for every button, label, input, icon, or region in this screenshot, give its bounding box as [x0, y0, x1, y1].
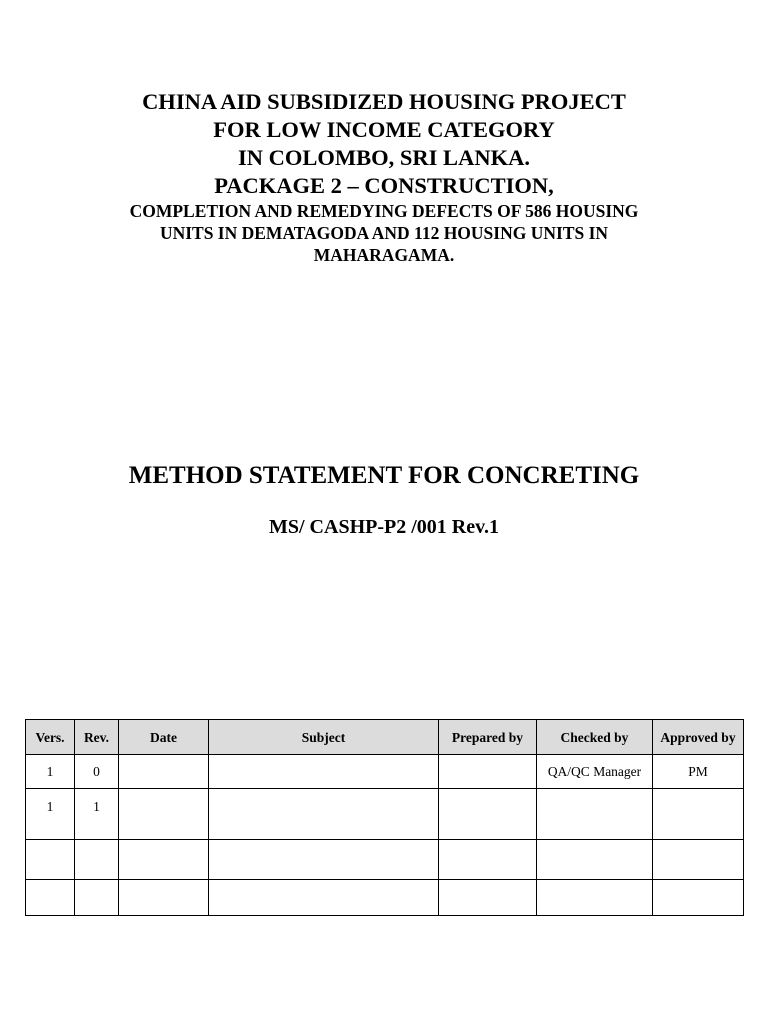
- cell-prepared-by: [439, 840, 537, 880]
- table-row: [26, 880, 744, 916]
- project-title-line: IN COLOMBO, SRI LANKA.: [238, 145, 530, 170]
- revision-table-header-row: [26, 720, 744, 755]
- revision-table: [25, 719, 744, 916]
- cell-subject: [209, 880, 439, 916]
- cell-checked-by: [537, 789, 653, 840]
- cell-version: 1: [26, 755, 75, 789]
- cell-revision: 0: [75, 755, 119, 789]
- cell-date: [119, 840, 209, 880]
- cell-revision: 1: [75, 789, 119, 840]
- cell-checked-by: QA/QC Manager: [537, 755, 653, 789]
- cell-approved-by: [653, 789, 744, 840]
- header-version: Vers.: [26, 720, 75, 755]
- table-row: [26, 840, 744, 880]
- cell-checked-by: [537, 840, 653, 880]
- cell-version: [26, 840, 75, 880]
- cell-approved-by: [653, 880, 744, 916]
- header-date: Date: [119, 720, 209, 755]
- cell-approved-by: PM: [653, 755, 744, 789]
- cell-revision: [75, 880, 119, 916]
- header-checked-by: Checked by: [537, 720, 653, 755]
- header-approved-by: Approved by: [653, 720, 744, 755]
- cell-version: [26, 880, 75, 916]
- table-row: [26, 755, 744, 789]
- cell-revision: [75, 840, 119, 880]
- package-description-line: MAHARAGAMA.: [313, 245, 455, 265]
- cell-version: 1: [26, 789, 75, 840]
- cell-date: [119, 755, 209, 789]
- project-title-line: FOR LOW INCOME CATEGORY: [213, 117, 555, 142]
- cell-prepared-by: [439, 880, 537, 916]
- cell-approved-by: [653, 840, 744, 880]
- document-reference: MS/ CASHP-P2 /001 Rev.1: [269, 516, 499, 538]
- document-title: METHOD STATEMENT FOR CONCRETING: [128, 462, 640, 489]
- package-description-line: UNITS IN DEMATAGODA AND 112 HOUSING UNITS IN: [159, 223, 609, 243]
- cell-prepared-by: [439, 789, 537, 840]
- header-subject: Subject: [209, 720, 439, 755]
- table-row: [26, 789, 744, 840]
- project-title-line: CHINA AID SUBSIDIZED HOUSING PROJECT: [142, 89, 626, 114]
- cell-date: [119, 789, 209, 840]
- cell-date: [119, 880, 209, 916]
- cell-subject: [209, 755, 439, 789]
- cell-subject: [209, 840, 439, 880]
- package-title-line: PACKAGE 2 – CONSTRUCTION,: [214, 173, 554, 198]
- project-title-block: [0, 88, 768, 266]
- header-revision: Rev.: [75, 720, 119, 755]
- cell-prepared-by: [439, 755, 537, 789]
- cell-subject: [209, 789, 439, 840]
- package-description-line: COMPLETION AND REMEDYING DEFECTS OF 586 HOUSING: [129, 201, 639, 221]
- header-prepared-by: Prepared by: [439, 720, 537, 755]
- cell-checked-by: [537, 880, 653, 916]
